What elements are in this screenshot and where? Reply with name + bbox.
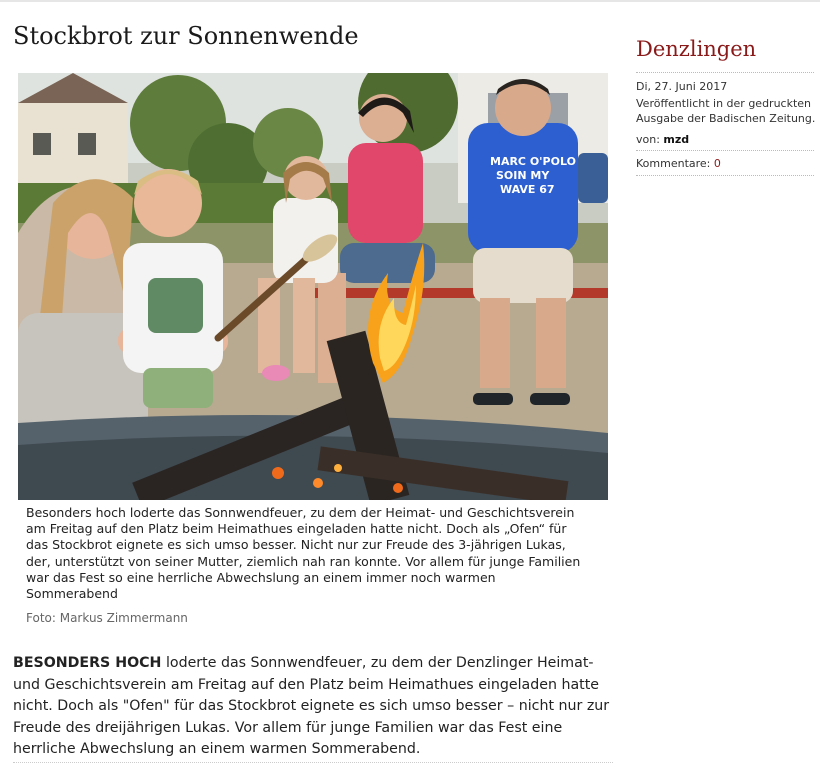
article-photo[interactable] (18, 73, 608, 500)
sidebar-divider (636, 175, 814, 176)
shirt-print-2: SOIN MY (496, 169, 550, 182)
comments-line[interactable] (636, 156, 816, 171)
article-body-text: loderte das Sonnwendfeuer, zu dem der Denzlinger Heimat- und Geschichtsverein am Freitag auf den Platz beim Heimathues eingeladen hatte nicht. Doch als "Ofen" für das Stockbrot eignete es sich umso besser – nicht nur zur Freude des dreijährigen Lukas. Vor allem für junge Familien war das Fest eine herrliche Abwechslung an einem warmen Sommerabend. (13, 655, 610, 757)
photo-illustration (18, 73, 608, 500)
print-note: Veröffentlicht in der gedruckten Ausgabe der Badischen Zeitung. (636, 97, 816, 125)
sidebar-divider (636, 150, 814, 151)
author-name[interactable]: mzd (663, 133, 690, 146)
photo-credit: Foto: Markus Zimmermann (26, 611, 188, 625)
comments-count[interactable]: 0 (713, 157, 721, 170)
article-headline: Stockbrot zur Sonnenwende (13, 22, 359, 50)
location-title[interactable]: Denzlingen (636, 37, 757, 61)
publish-date: Di, 27. Juni 2017 (636, 80, 728, 93)
article-body (13, 653, 613, 761)
shirt-print-3: WAVE 67 (500, 183, 555, 196)
author-label: von: (636, 133, 664, 146)
comments-label: Kommentare: (636, 157, 714, 170)
article-bottom-divider (13, 762, 613, 763)
sidebar-divider (636, 72, 814, 73)
top-divider (0, 0, 820, 2)
photo-caption: Besonders hoch loderte das Sonnwendfeuer, zu dem der Heimat- und Geschichtsverein am Freitag auf den Platz beim Heimathues eingeladen hatte nicht. Doch als „Ofen“ für das Stockbrot eignete es sich umso besser. Nicht nur zur Freude des 3-jährigen Lukas, der, unterstützt von seiner Mutter, ziemlich nah ran konnte. Vor allem für junge Familien war das Fest so eine herrliche Abwechslung an einem immer noch warmen Sommerabend (26, 505, 581, 602)
article-lead: BESONDERS HOCH (13, 655, 162, 671)
author-line (636, 132, 816, 147)
shirt-print-1: MARC O'POLO (490, 155, 576, 168)
